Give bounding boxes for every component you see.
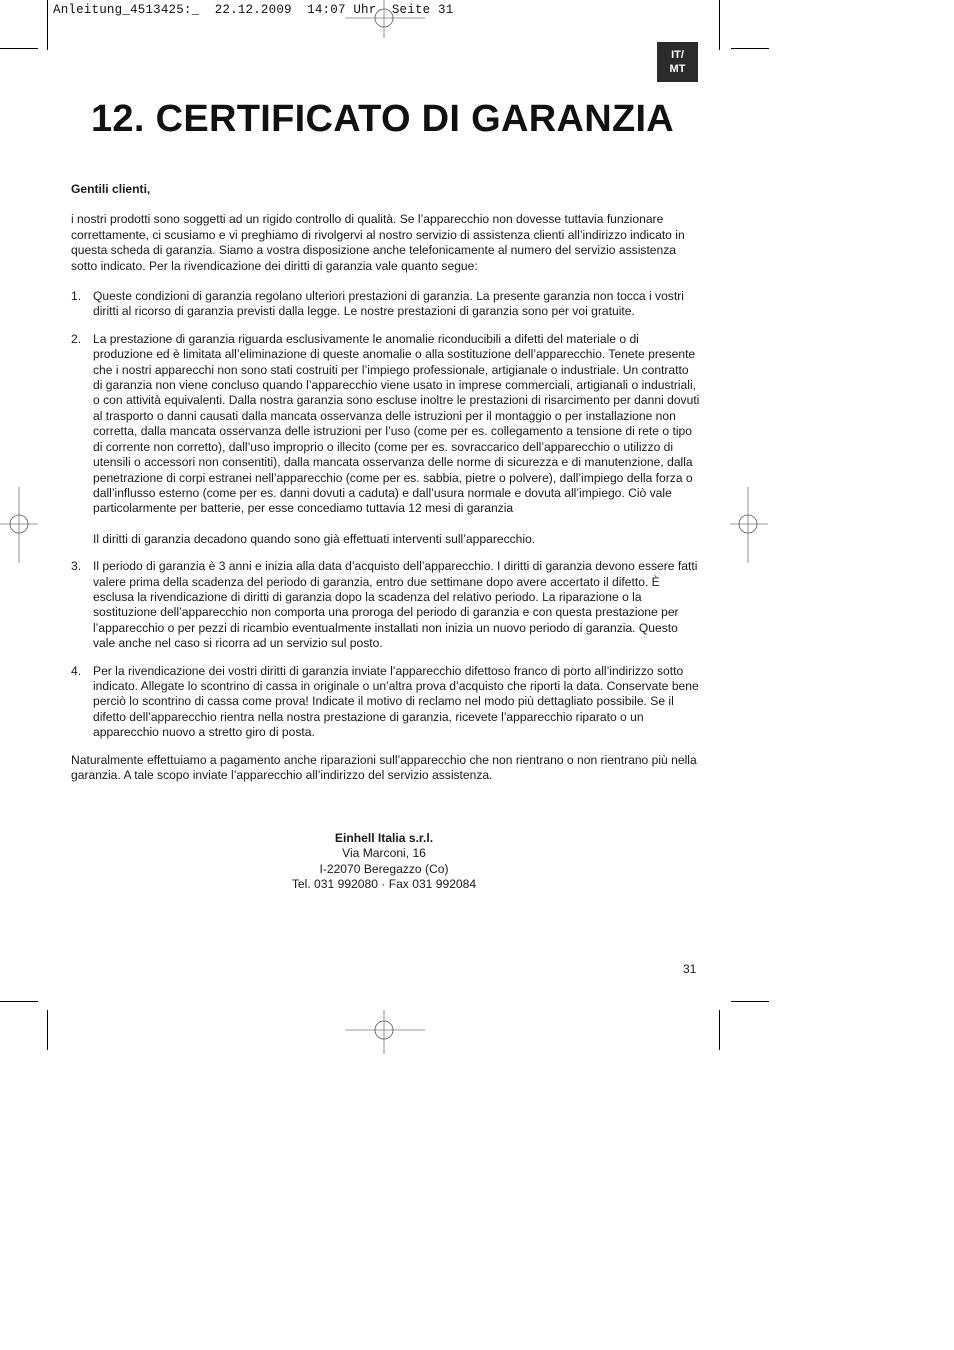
intro-paragraph: i nostri prodotti sono soggetti ad un rigido controllo di qualità. Se l’apparecchio non dovesse tuttavia funzionare correttamente, ci scusiamo e vi preghiamo di rivolgervi al nostro servizio di assistenza clienti all’indirizzo indicato in questa scheda di garanzia. Siamo a vostra disposizione anche telefonicamente al numero del servizio assistenza sotto indicato. Per la rivendicazione dei diritti di garanzia vale quanto segue:: [71, 212, 685, 273]
company-name: Einhell Italia s.r.l.: [334, 831, 434, 845]
crop-mark: [0, 1001, 38, 1002]
crop-mark: [47, 0, 48, 50]
warranty-body: [71, 182, 701, 783]
address-street: Via Marconi, 16: [342, 846, 426, 861]
registration-mark-top: [345, 0, 425, 40]
list-item-number: 1.: [71, 289, 82, 304]
list-item: [71, 559, 701, 651]
list-item-number: 4.: [71, 663, 82, 678]
list-item-subparagraph: Il diritti di garanzia decadono quando sono già effettuati interventi sull’apparecchio.: [93, 531, 536, 546]
list-item: [71, 332, 701, 547]
address-phone: Tel. 031 992080 · Fax 031 992084: [291, 877, 477, 892]
crop-mark: [731, 48, 769, 49]
service-address: [234, 831, 534, 893]
warranty-terms-list: [71, 289, 701, 741]
language-badge-line2: MT: [669, 63, 686, 75]
list-item-text: Il periodo di garanzia è 3 anni e inizia alla data d’acquisto dell’apparecchio. I diritti di garanzia devono essere fatti valere prima della scadenza del periodo di garanzia, entro due settimane dopo avere accertato il difetto. È esclusa la rivendicazione di diritti di garanzia dopo la scadenza del relativo periodo. La riparazione o la sostituzione dell’apparecchio non comporta una proroga del periodo di garanzia e con questa prestazione per l’apparecchio o per pezzi di ricambio eventualmente installati non inizia un nuovo periodo di garanzia. Questo vale anche nel caso si ricorra ad un servizio sul posto.: [93, 559, 698, 651]
crop-mark: [0, 48, 38, 49]
list-item: [71, 289, 701, 320]
closing-paragraph: Naturalmente effettuiamo a pagamento anche riparazioni sull’apparecchio che non rientrano o non rientrano più nella garanzia. A tale scopo inviate l’apparecchio all’indirizzo del servizio assistenza.: [71, 752, 697, 782]
list-item-text: Queste condizioni di garanzia regolano ulteriori prestazioni di garanzia. La presente garanzia non tocca i vostri diritti al ricorso di garanzia previsti dalla legge. Le nostre prestazioni di garanzia sono per voi gratuite.: [93, 289, 684, 319]
registration-mark-right: [728, 487, 768, 563]
crop-mark: [719, 0, 720, 50]
language-badge: [657, 42, 698, 82]
list-item-number: 2.: [71, 331, 82, 346]
greeting: Gentili clienti,: [71, 182, 151, 196]
crop-mark: [47, 1010, 48, 1050]
address-city: I-22070 Beregazzo (Co): [319, 861, 449, 876]
crop-mark: [719, 1010, 720, 1050]
list-item-text: Per la rivendicazione dei vostri diritti di garanzia inviate l’apparecchio difettoso franco di porto all’indirizzo sotto indicato. Allegate lo scontrino di cassa in originale o un’altra prova d’acquisto che riporti la data. Conservate bene perciò lo scontrino di cassa come prova! Indicate il motivo di reclamo nel modo più dettagliato possibile. Se il difetto dell’apparecchio rientra nella nostra prestazione di garanzia, ricevete l’apparecchio riparato o un apparecchio nuovo a stretto giro di posta.: [93, 663, 699, 740]
print-slug: Anleitung_4513425:_ 22.12.2009 14:07 Uhr Seite 31: [53, 3, 454, 17]
list-item: [71, 664, 701, 741]
page-number: 31: [683, 962, 697, 976]
registration-mark-bottom: [345, 1010, 425, 1054]
page-title: 12. CERTIFICATO DI GARANZIA: [91, 98, 675, 140]
registration-mark-left: [0, 487, 40, 563]
language-badge-line1: IT/: [671, 49, 684, 61]
crop-mark: [731, 1001, 769, 1002]
list-item-number: 3.: [71, 559, 82, 574]
list-item-text: La prestazione di garanzia riguarda esclusivamente le anomalie riconducibili a difetti del materiale o di produzione ed è limitata all’eliminazione di queste anomalie o alla sostituzione dell’apparecchio. Tenete presente che i nostri apparecchi non sono stati costruiti per l’impiego professionale, artigianale o industriale. Un contratto di garanzia non viene concluso quando l’apparecchio viene usato in imprese commerciali, artigianali o industriali, o con attività equivalenti. Dalla nostra garanzia sono escluse inoltre le prestazioni di risarcimento per danni dovuti al trasporto o danni causati dalla mancata osservanza delle istruzioni per il montaggio o per installazione non corretta, dalla mancata osservanza delle istruzioni per l’uso (come per es. collegamento a tensione di rete o tipo di corrente non corretto), dall’uso improprio o illecito (come per es. sovraccarico dell’apparecchio o utilizzo di utensili o accessori non consentiti), dalla mancata osservanza delle norme di sicurezza e di manutenzione, dalla penetrazione di corpi estranei nell’apparecchio (come per es. sabbia, pietre o polvere), dall’impiego della forza o dall’influsso esterno (come per es. danni dovuti a caduta) e dall’usura normale e dovuta all’impiego. Ciò vale particolarmente per batterie, per esse concediamo tuttavia 12 mesi di garanzia: [93, 331, 700, 516]
